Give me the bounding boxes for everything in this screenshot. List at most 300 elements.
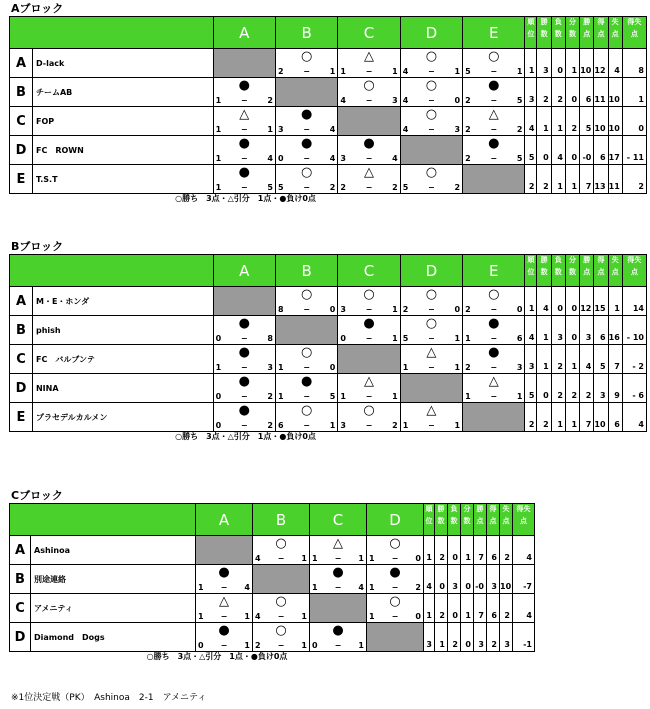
score-dash: −: [391, 554, 399, 563]
team-row: [10, 78, 647, 107]
stat-header-label: 失: [611, 18, 619, 26]
match-score: [278, 421, 335, 431]
self-match-cell: [367, 623, 424, 652]
stat-value: 12: [594, 49, 608, 78]
score-home: 2: [465, 125, 471, 134]
score-away: 1: [267, 125, 273, 134]
match-score: [340, 67, 397, 77]
match-cell: [196, 623, 253, 652]
score-home: 1: [215, 363, 222, 372]
result-symbol: △: [488, 107, 499, 122]
stat-value: 0: [448, 536, 461, 565]
match-cell: [213, 345, 275, 374]
score-home: 3: [277, 125, 284, 134]
score-dash: −: [277, 612, 285, 621]
header-corner: [10, 255, 214, 287]
score-away: 4: [329, 154, 336, 163]
score-home: 1: [215, 96, 222, 105]
stat-value: 0: [565, 287, 579, 316]
score-home: 2: [402, 305, 409, 314]
match-score: [403, 305, 460, 315]
score-dash: −: [490, 125, 498, 134]
score-away: 1: [454, 334, 461, 343]
stat-value: 17: [608, 136, 622, 165]
stat-value: 12: [580, 287, 594, 316]
result-symbol: ●: [238, 345, 250, 360]
stat-value: 0: [448, 594, 461, 623]
score-dash: −: [240, 183, 248, 192]
result-symbol: ●: [218, 623, 230, 638]
score-home: 4: [402, 67, 409, 76]
score-dash: −: [303, 363, 310, 372]
score-dash: −: [334, 641, 342, 650]
stat-value: 4: [525, 316, 537, 345]
score-away: 3: [516, 363, 523, 372]
self-match-cell: [400, 374, 462, 403]
stat-value: 3: [448, 565, 461, 594]
match-cell: [213, 78, 275, 107]
stat-value: 4: [622, 403, 646, 432]
score-away: 4: [329, 125, 336, 134]
match-score: [465, 334, 522, 344]
stat-header: [580, 17, 594, 49]
stat-value: 0: [622, 107, 646, 136]
score-home: 5: [402, 334, 409, 343]
score-home: 2: [465, 363, 471, 372]
score-home: 5: [465, 67, 471, 76]
stat-value: 2: [435, 536, 448, 565]
stat-header-label: 位: [527, 268, 535, 276]
stat-header: [565, 17, 579, 49]
match-score: [198, 583, 250, 593]
stat-value: 3: [537, 49, 551, 78]
team-row: [10, 536, 535, 565]
score-home: 8: [277, 305, 284, 314]
team-name: M・E・ホンダ: [32, 287, 213, 316]
match-cell: [463, 316, 525, 345]
match-score: [216, 421, 273, 431]
score-dash: −: [277, 554, 285, 563]
stat-value: 5: [525, 136, 537, 165]
match-score: [255, 641, 307, 651]
match-score: [340, 96, 397, 106]
match-score: [340, 305, 397, 315]
score-home: 4: [402, 125, 409, 134]
score-dash: −: [365, 392, 373, 401]
result-symbol: ○: [425, 49, 438, 64]
result-symbol: ●: [238, 403, 250, 418]
stat-header: [608, 255, 622, 287]
stat-value: 0: [551, 49, 565, 78]
stat-value: 2: [565, 374, 579, 403]
match-score: [465, 392, 522, 402]
stat-value: 2: [537, 165, 551, 194]
stat-value: 2: [500, 594, 513, 623]
team-name: 別途連絡: [31, 565, 196, 594]
stat-header-label: 数: [450, 517, 458, 525]
stat-value: 9: [608, 374, 622, 403]
stat-value: 6: [594, 316, 608, 345]
result-symbol: ●: [363, 136, 375, 151]
match-cell: [338, 78, 400, 107]
score-dash: −: [334, 583, 342, 592]
result-symbol: ●: [300, 136, 313, 151]
result-symbol: ●: [488, 136, 500, 151]
score-dash: −: [303, 183, 310, 192]
match-score: [403, 363, 460, 373]
score-dash: −: [303, 125, 310, 134]
score-dash: −: [490, 154, 498, 163]
stat-value: 4: [513, 594, 535, 623]
result-symbol: ○: [425, 316, 438, 331]
stat-header-label: 数: [437, 517, 445, 525]
stat-value: 0: [565, 136, 579, 165]
match-cell: [338, 136, 400, 165]
score-home: 0: [198, 641, 204, 650]
score-home: 5: [277, 183, 284, 192]
score-away: 2: [454, 183, 461, 192]
result-symbol: ○: [389, 536, 401, 551]
match-score: [340, 183, 397, 193]
stat-value: 10: [500, 565, 513, 594]
match-cell: [310, 623, 367, 652]
score-dash: −: [303, 67, 310, 76]
score-away: 0: [329, 305, 336, 314]
score-dash: −: [240, 125, 248, 134]
result-symbol: ○: [425, 287, 438, 302]
stat-value: 1: [565, 345, 579, 374]
header-row: [10, 504, 535, 536]
stat-value: 13: [594, 165, 608, 194]
match-score: [465, 96, 522, 106]
block-title: Aブロック: [11, 2, 64, 15]
match-cell: [275, 374, 337, 403]
row-label: D: [10, 623, 31, 652]
stat-header-label: 点: [630, 30, 638, 38]
stat-value: 2: [565, 107, 579, 136]
self-match-cell: [213, 287, 275, 316]
stat-value: 1: [551, 165, 565, 194]
score-away: 5: [516, 154, 523, 163]
self-match-cell: [275, 78, 337, 107]
match-cell: [213, 374, 275, 403]
score-home: 1: [215, 183, 222, 192]
match-score: [340, 392, 397, 402]
score-away: 0: [454, 96, 461, 105]
match-score: [465, 154, 522, 164]
match-score: [312, 641, 364, 651]
stat-value: 10: [608, 107, 622, 136]
score-dash: −: [334, 554, 342, 563]
score-home: 2: [340, 183, 346, 192]
score-dash: −: [365, 154, 373, 163]
standings-table: [9, 503, 535, 652]
column-header: A: [196, 504, 253, 536]
team-name: Diamond Dogs: [31, 623, 196, 652]
match-cell: [367, 536, 424, 565]
match-score: [312, 583, 364, 593]
match-score: [465, 363, 522, 373]
stat-header-label: 順: [527, 18, 535, 26]
stat-value: -0: [580, 136, 594, 165]
column-header: D: [400, 255, 462, 287]
team-row: [10, 403, 647, 432]
column-header: D: [400, 17, 462, 49]
stat-value: 1: [424, 594, 435, 623]
stat-header-label: 得: [597, 18, 605, 26]
stat-value: 0: [565, 316, 579, 345]
stat-header: [622, 255, 646, 287]
row-label: D: [10, 374, 33, 403]
score-dash: −: [240, 421, 248, 430]
match-cell: [463, 136, 525, 165]
stat-value: 7: [580, 403, 594, 432]
column-header: A: [213, 17, 275, 49]
team-name: phish: [32, 316, 213, 345]
score-away: 0: [454, 305, 461, 314]
match-score: [278, 392, 335, 402]
stat-header-label: 分: [463, 505, 471, 513]
score-home: 2: [277, 67, 284, 76]
stat-value: 2: [537, 403, 551, 432]
stat-header: [537, 17, 551, 49]
self-match-cell: [310, 594, 367, 623]
match-cell: [275, 403, 337, 432]
score-away: 1: [454, 421, 461, 430]
stat-header: [424, 504, 435, 536]
match-cell: [338, 49, 400, 78]
stat-value: -7: [513, 565, 535, 594]
score-away: 4: [267, 154, 273, 163]
stat-header: [513, 504, 535, 536]
result-symbol: △: [239, 107, 250, 122]
row-label: A: [10, 536, 31, 565]
score-away: 4: [392, 154, 398, 163]
team-name: FOP: [32, 107, 213, 136]
match-cell: [275, 345, 337, 374]
stat-value: 3: [424, 623, 435, 652]
score-dash: −: [428, 305, 435, 314]
stat-value: 1: [565, 49, 579, 78]
match-score: [465, 67, 522, 77]
score-away: 5: [267, 183, 273, 192]
stat-value: 3: [525, 345, 537, 374]
stat-header: [487, 504, 500, 536]
stat-value: 2: [580, 374, 594, 403]
score-home: 2: [465, 154, 471, 163]
team-row: [10, 287, 647, 316]
stat-value: 7: [608, 345, 622, 374]
score-away: 0: [516, 305, 523, 314]
score-home: 0: [215, 334, 222, 343]
stat-value: 1: [461, 594, 474, 623]
score-away: 1: [392, 305, 398, 314]
score-away: 1: [516, 67, 523, 76]
stat-header-label: 順: [527, 256, 535, 264]
score-dash: −: [240, 363, 248, 372]
stat-value: 5: [580, 107, 594, 136]
result-symbol: △: [364, 374, 374, 389]
stat-header-label: 数: [554, 30, 562, 38]
stat-value: 4: [580, 345, 594, 374]
score-away: 1: [392, 334, 398, 343]
column-header: E: [463, 255, 525, 287]
score-away: 1: [358, 641, 364, 650]
score-dash: −: [365, 96, 373, 105]
score-home: 1: [465, 392, 471, 401]
stat-value: 4: [513, 536, 535, 565]
match-score: [278, 154, 335, 164]
result-symbol: ○: [363, 403, 375, 418]
stat-header: [500, 504, 513, 536]
playoff-note: ※1位決定戦（PK） Ashinoa 2-1 アメニティ: [11, 693, 207, 703]
team-row: [10, 345, 647, 374]
stat-value: 0: [461, 565, 474, 594]
stat-value: 1: [565, 403, 579, 432]
match-score: [369, 554, 421, 564]
self-match-cell: [400, 136, 462, 165]
stat-value: 4: [537, 287, 551, 316]
score-home: 1: [465, 334, 471, 343]
stat-header: [594, 17, 608, 49]
match-cell: [213, 165, 275, 194]
score-home: 2: [465, 96, 471, 105]
score-away: 0: [415, 554, 421, 563]
stat-value: 1: [565, 165, 579, 194]
self-match-cell: [275, 316, 337, 345]
result-legend: ○勝ち 3点・△引分 1点・●負け0点: [175, 432, 316, 441]
score-home: 1: [369, 554, 375, 563]
result-symbol: ○: [300, 287, 313, 302]
stat-value: 6: [580, 78, 594, 107]
stat-value: 1: [424, 536, 435, 565]
stat-value: - 10: [622, 316, 646, 345]
match-cell: [400, 49, 462, 78]
match-cell: [338, 374, 400, 403]
stat-header-label: 得失: [627, 18, 642, 26]
score-home: 3: [340, 154, 346, 163]
match-score: [403, 96, 460, 106]
score-home: 4: [255, 612, 261, 621]
stat-header-label: 得失: [516, 505, 531, 513]
score-dash: −: [365, 305, 373, 314]
self-match-cell: [463, 165, 525, 194]
match-cell: [463, 107, 525, 136]
match-cell: [338, 287, 400, 316]
score-away: 1: [454, 67, 461, 76]
result-symbol: ●: [488, 316, 500, 331]
score-home: 4: [402, 96, 409, 105]
match-cell: [463, 49, 525, 78]
score-away: 2: [267, 421, 273, 430]
result-symbol: ●: [363, 316, 375, 331]
row-label: D: [10, 136, 33, 165]
match-cell: [196, 565, 253, 594]
result-symbol: △: [488, 374, 499, 389]
stat-header-label: 分: [569, 256, 577, 264]
self-match-cell: [338, 345, 400, 374]
stat-value: 2: [448, 623, 461, 652]
score-dash: −: [428, 96, 435, 105]
match-score: [312, 554, 364, 564]
score-home: 0: [277, 154, 284, 163]
stat-value: 6: [594, 136, 608, 165]
score-away: 2: [415, 583, 421, 592]
column-header: C: [338, 255, 400, 287]
result-symbol: ●: [300, 107, 313, 122]
score-away: 4: [358, 583, 364, 592]
stat-value: 0: [537, 136, 551, 165]
match-score: [278, 67, 335, 77]
match-cell: [275, 136, 337, 165]
result-symbol: ○: [300, 49, 313, 64]
score-home: 1: [198, 583, 204, 592]
stat-value: 3: [580, 316, 594, 345]
score-dash: −: [240, 96, 248, 105]
match-cell: [400, 345, 462, 374]
result-symbol: ○: [425, 78, 438, 93]
score-home: 3: [340, 305, 346, 314]
result-symbol: ●: [238, 136, 250, 151]
stat-value: 2: [551, 345, 565, 374]
stat-header-label: 分: [569, 18, 577, 26]
result-symbol: ○: [300, 403, 313, 418]
score-home: 1: [312, 554, 318, 563]
self-match-cell: [338, 107, 400, 136]
match-score: [278, 183, 335, 193]
score-away: 1: [244, 641, 250, 650]
row-label: E: [10, 165, 33, 194]
match-cell: [338, 403, 400, 432]
stat-value: 3: [474, 623, 487, 652]
stat-value: - 6: [622, 374, 646, 403]
row-label: C: [10, 107, 33, 136]
team-name: NINA: [32, 374, 213, 403]
stat-header-label: 位: [527, 30, 535, 38]
score-dash: −: [428, 67, 435, 76]
score-away: 3: [392, 96, 398, 105]
match-score: [216, 96, 273, 106]
stat-value: 1: [461, 536, 474, 565]
score-away: 0: [415, 612, 421, 621]
score-dash: −: [490, 67, 498, 76]
score-home: 1: [369, 612, 375, 621]
team-row: [10, 316, 647, 345]
score-away: 1: [301, 554, 307, 563]
column-header: C: [310, 504, 367, 536]
match-score: [465, 125, 522, 135]
stat-value: 1: [622, 78, 646, 107]
column-header: B: [275, 17, 337, 49]
score-away: 3: [267, 363, 273, 372]
stat-value: 5: [594, 345, 608, 374]
score-dash: −: [240, 334, 248, 343]
match-cell: [338, 316, 400, 345]
row-label: A: [10, 287, 33, 316]
stat-header-label: 数: [569, 30, 577, 38]
score-dash: −: [303, 305, 310, 314]
stat-value: 10: [594, 403, 608, 432]
match-score: [255, 612, 307, 622]
match-score: [216, 363, 273, 373]
score-home: 3: [340, 421, 346, 430]
match-score: [278, 125, 335, 135]
match-cell: [400, 287, 462, 316]
match-score: [198, 612, 250, 622]
match-cell: [275, 107, 337, 136]
stat-header-label: 勝: [476, 505, 484, 513]
score-dash: −: [490, 305, 498, 314]
